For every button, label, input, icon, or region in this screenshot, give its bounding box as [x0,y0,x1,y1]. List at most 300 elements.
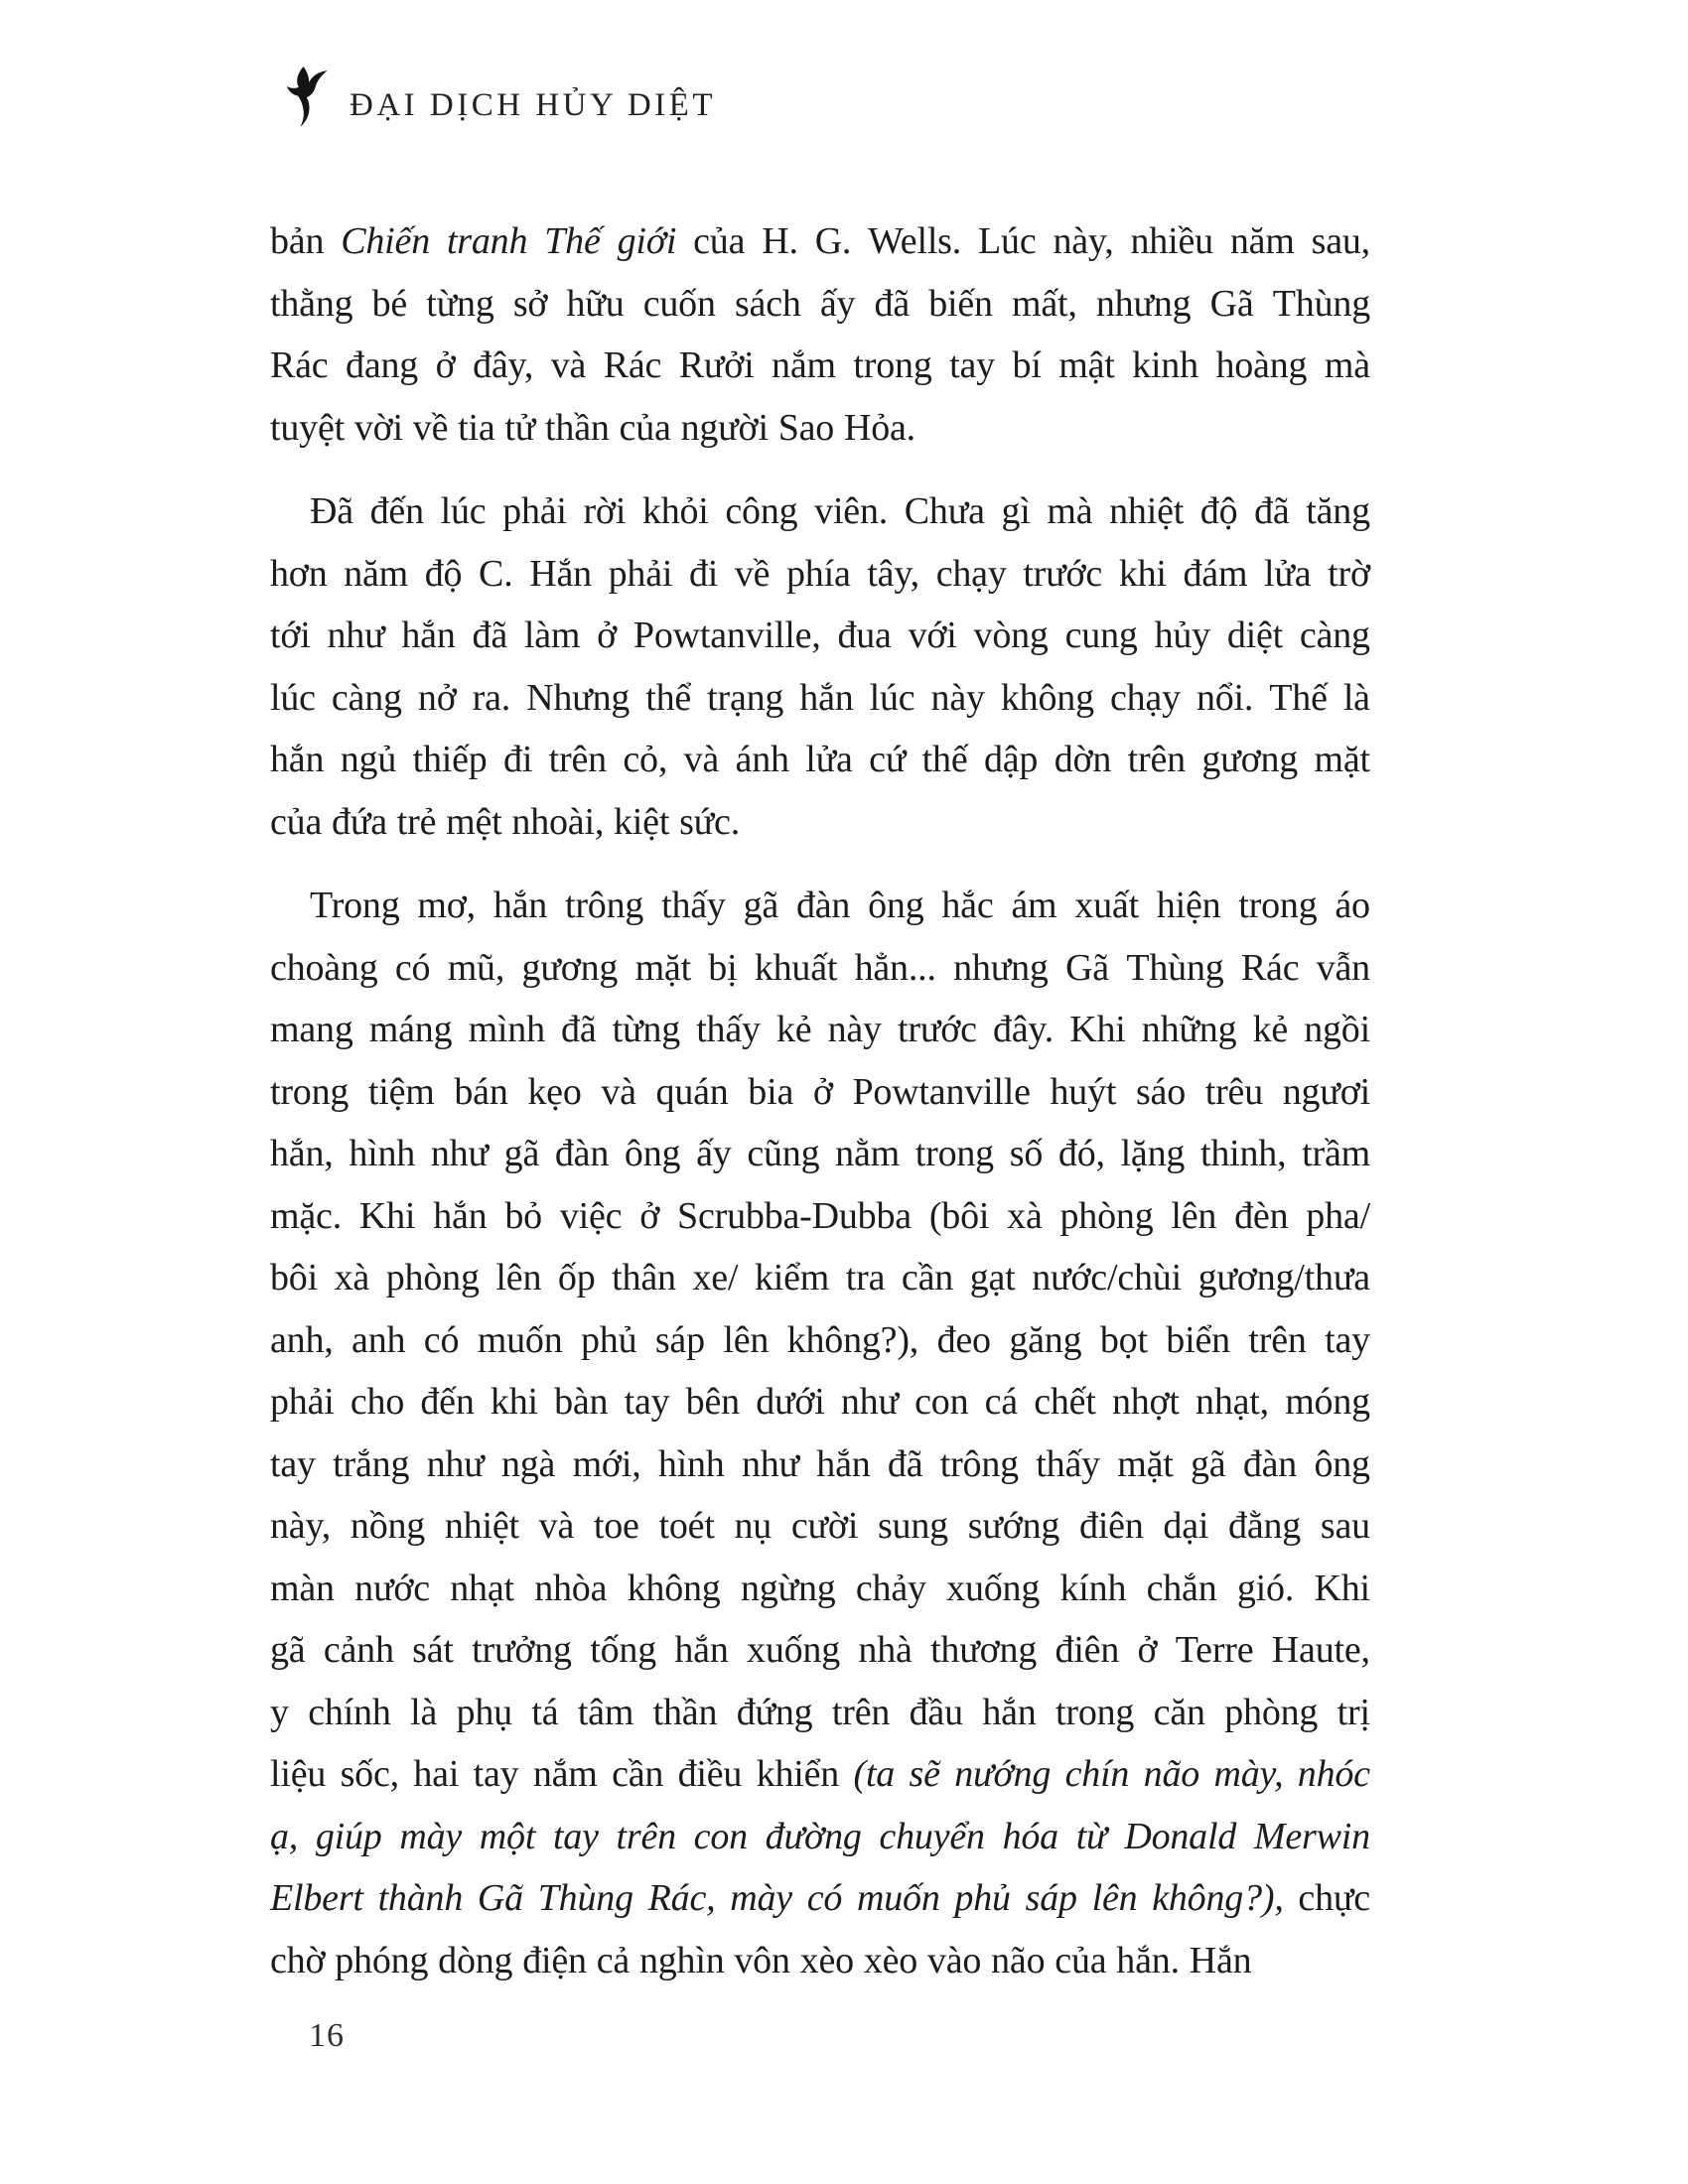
word: đàn [554,1133,610,1174]
word: Thùng [1126,946,1224,989]
text-line [270,999,1370,1061]
word: C. [479,552,513,595]
word: trong [1238,885,1318,926]
word: trong [270,1070,350,1113]
word: mơ, [417,885,476,926]
word: này, [1053,220,1114,262]
word: hắn, [270,1133,334,1174]
word: trong [1055,1691,1135,1733]
word: xèo [799,1939,854,1981]
word: Khi [1314,1567,1370,1609]
word: trông [939,1442,1019,1485]
text-line [270,1247,1370,1309]
word: Lúc [978,220,1037,262]
word: phải [502,490,567,532]
word: gì [1001,490,1031,532]
word: đang [346,344,419,386]
text-line [270,1867,1370,1930]
text-line [270,791,1370,854]
word: anh [352,1318,406,1361]
word: tay [270,1442,316,1485]
word: càng [331,676,402,719]
text-line [270,335,1370,397]
word: và [550,344,587,386]
word: ở [1137,1629,1158,1671]
word: lửa [805,739,853,780]
word: hắn [816,1442,871,1485]
word: đã [1254,490,1290,532]
word: Chiến [341,220,430,262]
word: phải [608,552,673,595]
text-line [270,875,1370,937]
word: Donald [1124,1815,1237,1857]
word: kẻ [775,1009,812,1050]
word: quán [655,1070,729,1113]
text-line [270,1682,1370,1744]
word: trêu [1204,1070,1263,1113]
word: nước/chùi [1032,1257,1182,1298]
word: giúp [315,1815,382,1857]
word: gió. [1236,1567,1295,1609]
word: chết [1034,1381,1096,1423]
word: dập [983,739,1039,780]
word: bọt [1099,1318,1148,1361]
word: tra [845,1257,886,1298]
word: phòng [1059,1194,1154,1237]
word: trên [548,739,607,780]
word: Scrubba-Dubba [677,1194,912,1237]
word: lên [1091,1877,1138,1919]
word: về [412,406,449,449]
word: khuất [754,946,838,989]
text-line [270,1061,1370,1124]
word: chính [308,1691,391,1733]
word: khỏi [641,490,709,532]
word: tâm [577,1691,634,1733]
word: Gã [1209,282,1254,325]
word: mặt [1117,1442,1174,1485]
word: tia [458,406,495,449]
word: từ [1075,1815,1107,1857]
word: Khi [358,1194,416,1237]
word: Nhưng [526,676,631,719]
running-title: ĐẠI DỊCH HỦY DIỆT [350,87,716,123]
word: thân [612,1257,676,1298]
word: xuống [747,1629,841,1671]
word: ông [868,885,924,926]
word: nhà [858,1629,913,1671]
word: gạt [969,1257,1016,1298]
word: cười [790,1505,859,1547]
text-line [270,605,1370,667]
word: thần [652,1691,718,1733]
word: nở [417,676,457,719]
word: Gã [1065,946,1109,989]
word: gã [270,1629,306,1671]
word: gương [1201,739,1299,780]
word: y [270,1691,289,1733]
word: năm [1229,220,1295,262]
word: nhóc [1297,1753,1370,1795]
word: chảy [855,1567,926,1609]
word: nhưng [953,946,1049,989]
word: Powtanville, [633,614,821,656]
word: như [840,1381,899,1423]
word: độ [1199,490,1238,532]
text-line [270,1433,1370,1496]
word: hẳn... [854,946,936,989]
body-text [270,210,1370,1991]
word: dại [1163,1505,1209,1547]
word: trong [853,344,932,386]
word: ngừng [740,1567,836,1609]
text-line [270,937,1370,1000]
word: như [426,1442,485,1485]
word: trên [831,1691,891,1733]
word: Elbert [270,1877,363,1919]
word: không [1000,676,1094,719]
word: ngồi [1304,1009,1370,1050]
word: không?), [786,1318,919,1361]
word: có [423,1318,460,1361]
word: gã [503,1133,540,1174]
word: tiệm [367,1070,435,1113]
word: tay [624,1381,670,1423]
word: mệt [446,800,502,843]
word: cá [984,1381,1018,1423]
word: gã [743,885,779,926]
page-header [286,66,716,131]
word: hình [349,1133,416,1174]
word: đường [765,1815,862,1857]
word: não [991,1939,1046,1981]
word: mày [730,1877,792,1919]
word: năm [344,552,409,595]
word: với [908,614,957,656]
word: có [806,1877,843,1919]
word: phòng [1224,1691,1319,1733]
word: hắn [433,1194,488,1237]
word: đây, [473,344,534,386]
word: ở [435,344,456,386]
word: Merwin [1253,1815,1370,1857]
word: đi [688,552,719,595]
word: nhạt, [1196,1381,1269,1423]
word: Chưa [904,490,985,532]
word: sướng [967,1505,1060,1547]
word: anh, [270,1318,334,1361]
word: phòng [385,1257,480,1298]
word: thấy [661,885,726,926]
word: về [734,552,771,595]
word: ở [597,614,618,656]
text-line [270,1495,1370,1558]
word: biến [928,282,993,325]
word: nhòa [534,1567,608,1609]
word: số [1009,1133,1044,1174]
word: nhiệt [1109,490,1185,532]
word: này [930,676,985,719]
word: trên [1248,1318,1307,1361]
word: Terre [1175,1629,1254,1671]
word: hắc [941,885,994,926]
word: lửa [1264,552,1312,595]
word: đã [561,1009,597,1050]
word: dờn [1054,739,1112,780]
word: mũ, [447,946,505,989]
word: xe/ [692,1257,739,1298]
word: của [270,800,323,843]
word: áo [1335,885,1370,926]
word: phải [270,1381,335,1423]
word: đứa [332,800,387,843]
word: não [1143,1753,1200,1795]
word: đua [837,614,892,656]
word: con [693,1815,748,1857]
word: G. [814,220,852,262]
word: nướng [954,1753,1052,1795]
word: cỏ, [623,739,668,780]
word: trị [1336,1691,1370,1733]
word: đầu [909,1691,963,1733]
page-number: 16 [309,2017,345,2054]
word: xuống [946,1567,1041,1609]
word: như [741,1442,799,1485]
text-line [270,480,1370,543]
word: và [538,1505,575,1547]
word: này [827,1009,882,1050]
word: mình [468,1009,545,1050]
word: thành [377,1877,464,1919]
word: cung [1064,614,1138,656]
word: Rác [1240,946,1300,989]
word: điên [1079,1505,1144,1547]
word: đứng [736,1691,813,1733]
paragraph [270,480,1370,853]
word: huýt [1050,1070,1117,1113]
word: cảnh [323,1629,394,1671]
word: trên [616,1815,676,1857]
word: Wells. [868,220,962,262]
word: thiếp [412,739,488,780]
word: cần [901,1257,954,1298]
word: công [725,490,798,532]
word: Sao [777,406,835,449]
word: thể [645,676,692,719]
word: nước [354,1567,430,1609]
word: muốn [856,1877,940,1919]
word: tay [949,344,995,386]
text-line [270,273,1370,336]
word: chực [1298,1877,1370,1919]
word: nằm [835,1133,900,1174]
word: nghìn [638,1939,725,1981]
word: ông [624,1133,681,1174]
word: đi [503,739,533,780]
word: trong [914,1133,994,1174]
word: và [601,1070,636,1113]
word: từng [612,1009,681,1050]
word: chín [1064,1753,1130,1795]
word: cũng [747,1133,820,1174]
word: điên [1055,1629,1120,1671]
word: lên [723,1318,770,1361]
word: không [627,1567,721,1609]
word: Thùng [1272,282,1370,325]
word: gã [1191,1442,1226,1485]
word: Thế [1269,676,1328,719]
word: mày, [1213,1753,1284,1795]
word: thinh, [1199,1133,1287,1174]
word: mà [1047,490,1093,532]
word: nhiều [1130,220,1213,262]
word: khi [490,1381,538,1423]
word: ám [1011,885,1057,926]
text-line [270,1185,1370,1248]
text-line [270,729,1370,791]
word: chuyển [879,1815,985,1857]
word: hắn [982,1691,1037,1733]
word: kiệt [614,800,670,843]
word: bán [454,1070,508,1113]
text-line [270,1619,1370,1682]
word: cần [612,1753,664,1795]
word: Powtanville [852,1070,1031,1113]
word: đây. [992,1009,1055,1050]
word: bé [371,282,408,325]
word: nổi. [1196,676,1254,719]
word: càng [1299,614,1370,656]
word: như [327,614,385,656]
crow-icon [286,66,334,131]
word: ngươi [1282,1070,1370,1113]
word: ở [639,1194,660,1237]
word: chờ [270,1939,326,1981]
word: trưởng [472,1629,572,1671]
word: nụ [734,1505,773,1547]
word: hóa [1002,1815,1058,1857]
word: trẻ [396,800,437,843]
word: mật [1058,344,1115,386]
paragraph [270,210,1370,459]
word: đã [472,614,507,656]
text-line [270,1806,1370,1868]
word: hình [657,1442,725,1485]
word: phủ [580,1318,637,1361]
word: không?), [1152,1877,1284,1919]
word: lên [1171,1194,1217,1237]
word: những [1141,1009,1237,1050]
word: ngủ [340,739,397,780]
word: vòng [973,614,1049,656]
word: toe [593,1505,639,1547]
word: tống [590,1629,656,1671]
word: điện [522,1939,587,1981]
word: đàn [1242,1442,1298,1485]
word: phóng [335,1939,429,1981]
word: bị [708,946,738,989]
word: bí [1012,344,1042,386]
word: Rưởi [678,344,755,386]
word: lúc [270,676,316,719]
word: việc [559,1194,623,1237]
word: thấy [1036,1442,1100,1485]
word: H. [762,220,798,262]
word: và [683,739,720,780]
word: đám [1183,552,1248,595]
word: sáp [1025,1877,1077,1919]
word: này, [270,1505,332,1547]
word: Thùng [537,1877,633,1919]
word: sẽ [909,1753,940,1795]
word: bỏ [504,1194,542,1237]
word: của [693,220,746,262]
word: hắn [799,676,854,719]
word: hắn. [1116,1939,1180,1981]
word: tuyệt [270,406,345,449]
word: móng [1285,1381,1370,1423]
word: hắn [401,614,456,656]
word: Rác, [647,1877,716,1919]
word: chắn [1146,1567,1217,1609]
word: (bôi [928,1194,990,1237]
text-line [270,210,1370,273]
word: ngà [500,1442,556,1485]
word: mất, [1012,282,1077,325]
word: mà [1324,344,1370,386]
word: bản [270,220,325,262]
word: bàn [554,1381,609,1423]
word: sức. [679,800,741,843]
word: nhoài, [511,800,605,843]
text-line [270,543,1370,606]
word: Rác [270,344,329,386]
word: mặt [634,946,691,989]
word: nhợt [1111,1381,1180,1423]
word: sau, [1311,220,1370,262]
word: tây, [867,552,919,595]
word: là [410,1691,438,1733]
word: trông [565,885,644,926]
word: từng [426,282,494,325]
word: vào [926,1939,982,1981]
text-line [270,1309,1370,1372]
word: ấy [819,282,856,325]
text-line [270,667,1370,730]
word: biển [1166,1318,1230,1361]
word: đèn [1234,1194,1289,1237]
word: màn [270,1567,335,1609]
word: người [680,406,769,449]
word: Đã [310,490,353,532]
word: sở [512,282,548,325]
word: là [1342,676,1370,719]
word: liệu [270,1753,327,1795]
text-line [270,1743,1370,1806]
text-line [270,397,1370,460]
word: ở [812,1070,833,1113]
text-line [270,1558,1370,1620]
word: toét [658,1505,715,1547]
word: đeo [936,1318,991,1361]
word: nồng [350,1505,426,1547]
word: chạy [1109,676,1181,719]
word: gương [521,946,619,989]
word: dưới [756,1381,825,1423]
word: của [619,406,671,449]
word: đến [420,1381,475,1423]
word: đằng [1228,1505,1302,1547]
